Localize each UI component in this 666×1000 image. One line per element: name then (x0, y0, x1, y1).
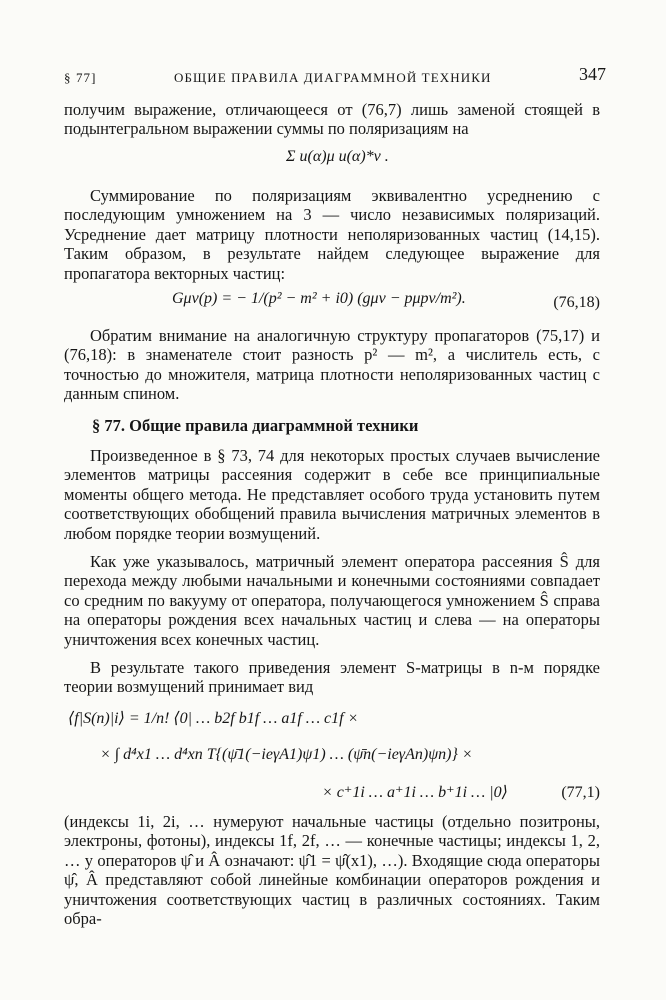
equation-76-18: Gμν(p) = − 1/(p² − m² + i0) (gμν − pμpν/m²). (172, 290, 466, 307)
paragraph-4: Произведенное в § 73, 74 для некоторых простых случаев вычисление элементов матрицы рассеяния содержит в себе все принципиальные моменты общего метода. Не представляет особого труда установить путем соответствующих обобщений правила вычисления матричных элементов в любом порядке теории возмущений. (64, 446, 600, 543)
paragraph-2: Суммирование по поляризациям эквивалентно усреднению с последующим умножением на 3 — число независимых поляризаций. Усреднение дает матрицу плотности неполяризованных частиц (14,15). Таким образом, в результате найдем следующее выражение для пропагатора векторных частиц: (64, 186, 600, 283)
header-section: § 77] (64, 70, 97, 85)
equation-number-77-1: (77,1) (561, 784, 600, 801)
page-number: 347 (579, 64, 606, 84)
header-title: ОБЩИЕ ПРАВИЛА ДИАГРАММНОЙ ТЕХНИКИ (174, 70, 492, 85)
paragraph-5: Как уже указывалось, матричный элемент оператора рассеяния Ŝ для перехода между любыми начальными и конечными состояниями совпадает со средним по вакууму от оператора, получающегося умножением Ŝ справа на операторы рождения всех начальных частиц и слева — на операторы уничтожения всех конечных частиц. (64, 552, 600, 649)
paragraph-7: (индексы 1i, 2i, … нумеруют начальные частицы (отдельно позитроны, электроны, фотоны), индексы 1f, 2f, … — конечные частицы; индексы 1, 2, … у операторов ψ̂ и Â означают: ψ̂1 = ψ̂(x1), …). Входящие сюда операторы ψ̂, Â представляют собой линейные комбинации операторов рождения и уничтожения соответствующих частиц в различных состояниях. Таким обра- (64, 812, 600, 929)
equation-77-1-line-2: × ∫ d⁴x1 … d⁴xn T{(ψ̄1(−iеγA1)ψ1) … (ψ̄n(−iеγAn)ψn)} × (100, 746, 473, 763)
equation-77-1-line-1: ⟨f|S(n)|i⟩ = 1/n! ⟨0| … b2f b1f … a1f … c1f × (68, 710, 359, 727)
paragraph-1: получим выражение, отличающееся от (76,7) лишь заменой стоящей в подынтегральном выражении суммы по поляризациям на (64, 100, 600, 139)
equation-polarization-sum: Σ u(α)μ u(α)*ν . (286, 148, 389, 165)
section-heading: § 77. Общие правила диаграммной техники (92, 416, 419, 435)
equation-number-76-18: (76,18) (553, 294, 600, 311)
paragraph-6: В результате такого приведения элемент S-матрицы в n-м порядке теории возмущений принимает вид (64, 658, 600, 697)
paragraph-3: Обратим внимание на аналогичную структуру пропагаторов (75,17) и (76,18): в знаменателе стоит разность p² — m², а числитель есть, с точностью до множителя, матрица плотности неполяризованных частиц с данным спином. (64, 326, 600, 404)
running-header (64, 64, 604, 88)
equation-77-1-line-3: × c⁺1i … a⁺1i … b⁺1i … |0⟩ (322, 784, 508, 801)
